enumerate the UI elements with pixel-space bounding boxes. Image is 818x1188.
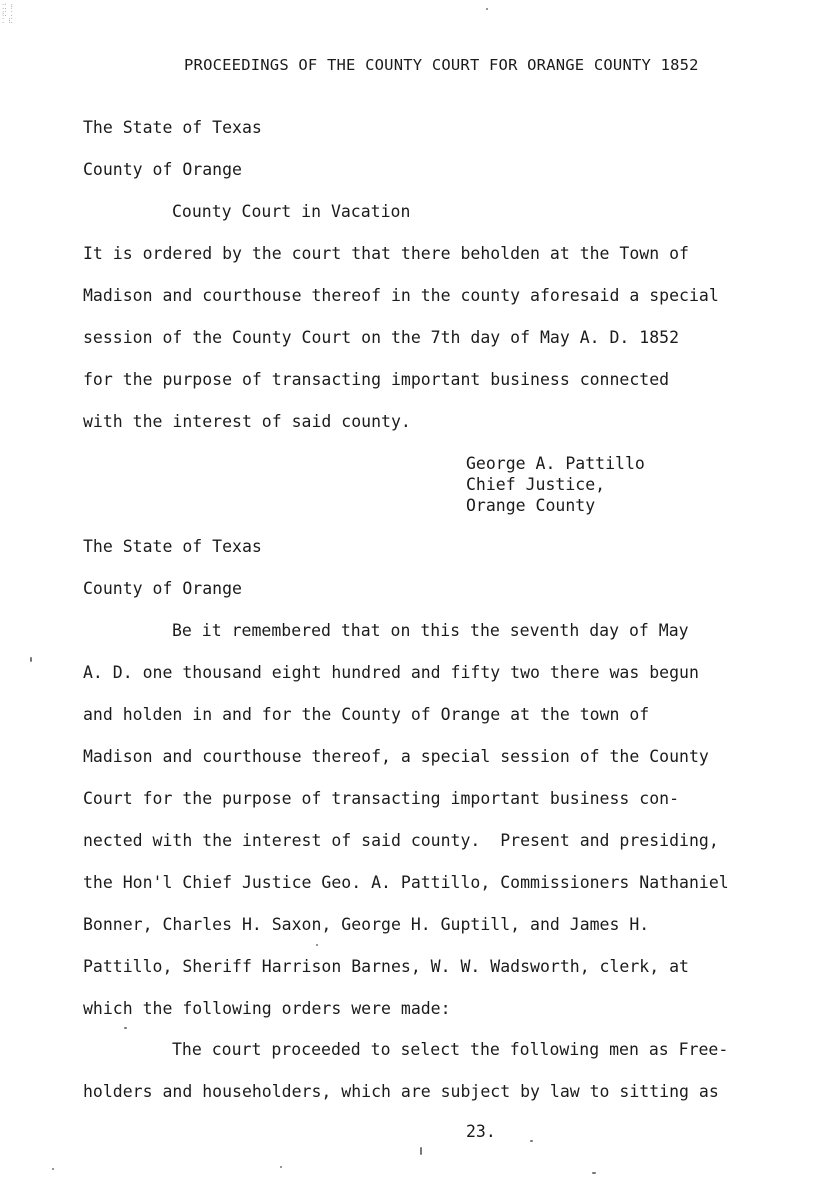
signature-title: Chief Justice,: [466, 475, 606, 494]
scan-speck: [420, 1147, 422, 1155]
paragraph-line: Be it remembered that on this the seventh day of May: [172, 621, 689, 640]
signature-county: Orange County: [466, 496, 596, 515]
paragraph-line: which the following orders were made:: [83, 999, 451, 1018]
corner-scan-mark: ⁚⁚ ⁝ ⁝⁚ ⁚ ⁚ ⁝⁚: [2, 3, 13, 25]
paragraph-line: session of the County Court on the 7th day of May A. D. 1852: [83, 328, 680, 347]
subheading: County Court in Vacation: [172, 202, 411, 221]
page-header: PROCEEDINGS OF THE COUNTY COURT FOR ORANGE COUNTY 1852: [184, 56, 699, 74]
scan-speck: [486, 8, 488, 10]
paragraph-line: Madison and courthouse thereof, a special session of the County: [83, 747, 709, 766]
scan-speck: [52, 1168, 54, 1170]
signature-name: George A. Pattillo: [466, 454, 645, 473]
paragraph-line: and holden in and for the County of Orange at the town of: [83, 705, 650, 724]
scan-speck: [592, 1172, 596, 1174]
paragraph-line: nected with the interest of said county. Present and presiding,: [83, 831, 719, 850]
scan-speck: [30, 657, 32, 662]
paragraph-line: Madison and courthouse thereof in the county aforesaid a special: [83, 286, 719, 305]
paragraph-line: Pattillo, Sheriff Harrison Barnes, W. W. Wadsworth, clerk, at: [83, 957, 689, 976]
paragraph-line: It is ordered by the court that there beholden at the Town of: [83, 244, 689, 263]
county-line: County of Orange: [83, 160, 242, 179]
county-line: County of Orange: [83, 579, 242, 598]
state-line: The State of Texas: [83, 118, 262, 137]
state-line: The State of Texas: [83, 537, 262, 556]
scan-speck: [316, 944, 318, 946]
paragraph-line: A. D. one thousand eight hundred and fifty two there was begun: [83, 663, 699, 682]
paragraph-line: holders and householders, which are subject by law to sitting as: [83, 1082, 719, 1101]
paragraph-line: with the interest of said county.: [83, 412, 411, 431]
paragraph-line: Bonner, Charles H. Saxon, George H. Guptill, and James H.: [83, 915, 650, 934]
paragraph-line: The court proceeded to select the following men as Free-: [172, 1040, 729, 1059]
page-number: 23.: [466, 1122, 496, 1141]
paragraph-line: the Hon'l Chief Justice Geo. A. Pattillo, Commissioners Nathaniel: [83, 873, 729, 892]
scan-speck: [530, 1140, 533, 1142]
scan-speck: [280, 1166, 282, 1168]
paragraph-line: for the purpose of transacting important business connected: [83, 370, 670, 389]
paragraph-line: Court for the purpose of transacting important business con-: [83, 789, 680, 808]
scan-speck: [124, 1027, 127, 1029]
